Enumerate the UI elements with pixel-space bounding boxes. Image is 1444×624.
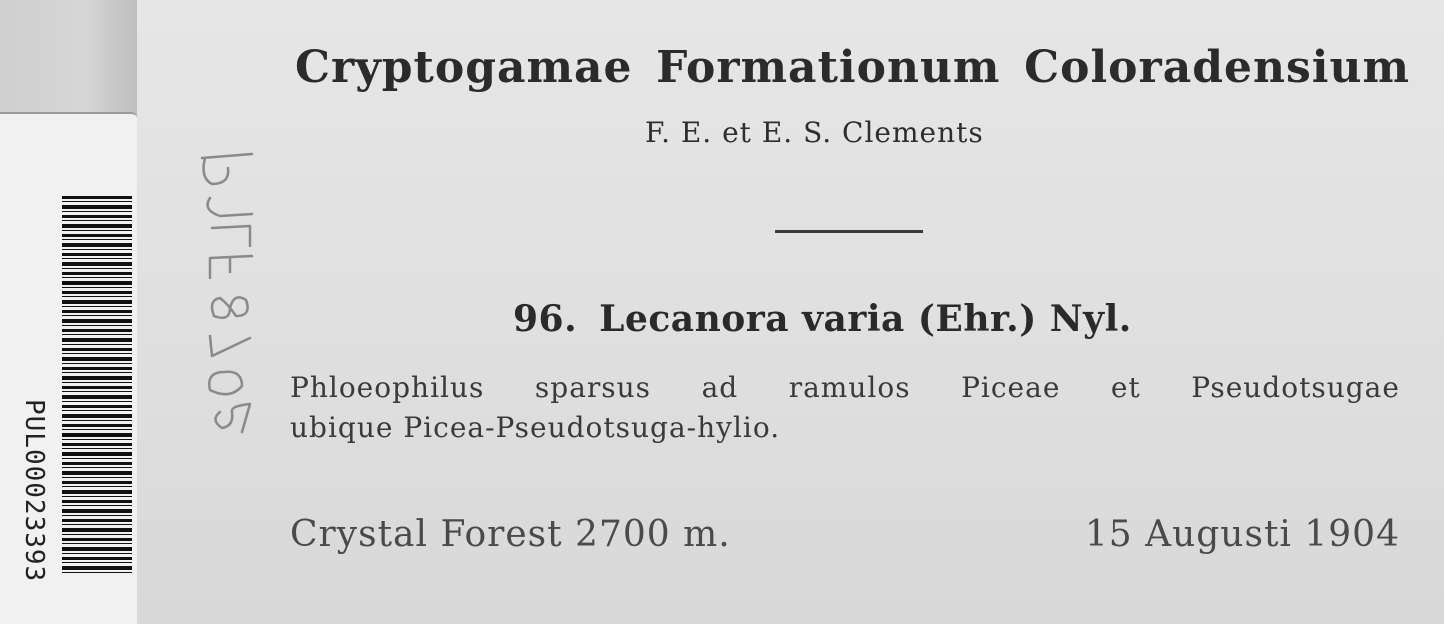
specimen-number: 96. <box>513 298 578 340</box>
divider-rule <box>775 230 923 233</box>
habitat-word: Piceae <box>961 371 1061 404</box>
habitat-description <box>290 368 1400 448</box>
species-heading <box>513 298 1132 340</box>
collection-date: 15 Augusti 1904 <box>1084 514 1400 555</box>
title-word: Formationum <box>656 42 1001 93</box>
locality: Crystal Forest 2700 m. <box>290 514 731 555</box>
handwritten-accession-note <box>190 150 270 440</box>
habitat-word: ramulos <box>788 371 911 404</box>
title-word: Cryptogamae <box>295 42 633 93</box>
barcode-number: PUL00023393 <box>19 399 49 583</box>
habitat-line-1 <box>290 368 1400 408</box>
habitat-line-2: ubique Picea-Pseudotsuga-hylio. <box>290 411 781 444</box>
habitat-word: et <box>1110 371 1141 404</box>
title-word: Coloradensium <box>1024 42 1410 93</box>
barcode-image <box>62 196 132 576</box>
habitat-word: ad <box>701 371 739 404</box>
collection-title <box>295 42 1410 93</box>
collectors: F. E. et E. S. Clements <box>645 116 984 149</box>
habitat-word: Pseudotsugae <box>1191 371 1400 404</box>
species-name: Lecanora varia (Ehr.) Nyl. <box>599 298 1132 340</box>
habitat-word: Phloeophilus <box>290 371 485 404</box>
habitat-word: sparsus <box>534 371 652 404</box>
